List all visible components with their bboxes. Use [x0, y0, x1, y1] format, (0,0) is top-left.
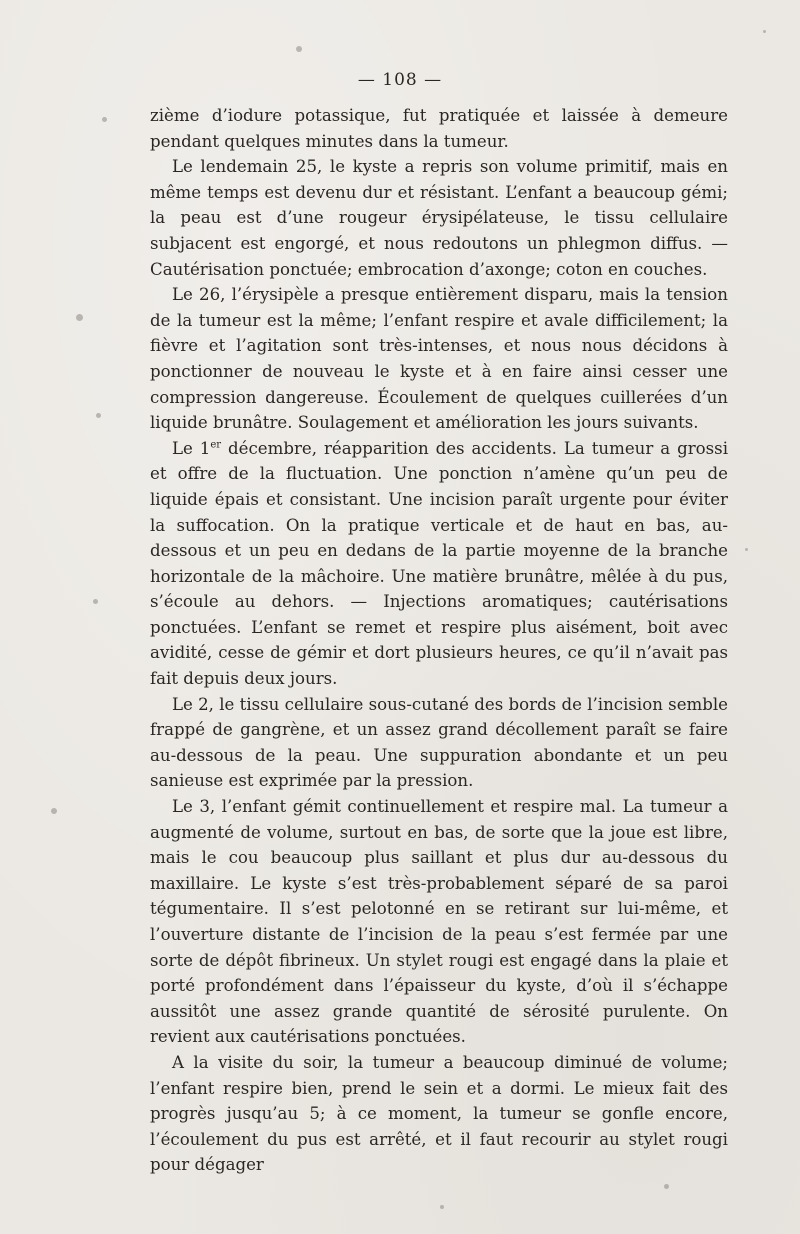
paragraph-2: Le lendemain 25, le kyste a repris son volume primitif, mais en même temps est devenu dur et résistant. L’enfant a beaucoup gémi; la peau est d’une rougeur érysipélateuse, le tissu cellulaire subjacent est engorgé, et nous redoutons un phlegmon diffus. — Cautérisation ponctuée; embrocation d’axonge; coton en couches. — [150, 157, 728, 279]
paragraph-3: Le 26, l’érysipèle a presque entièrement disparu, mais la tension de la tumeur est la même; l’enfant respire et avale difficilement; la fièvre et l’agitation sont très-intenses, et nous nous décidons à ponctionner de nouveau le kyste et à en faire ainsi cesser une compression dangereuse. Écoulement de quelques cuillerées d’un liquide brunâtre. Soulagement et amélioration les jours suivants. — [150, 285, 728, 433]
paragraph-7: A la visite du soir, la tumeur a beaucoup diminué de volume; l’enfant respire bien, prend le sein et a dormi. Le mieux fait des progrès jusqu’au 5; à ce moment, la tumeur se gonfle encore, l’écoulement du pus est arrêté, et il faut recourir au stylet rougi pour dégager — [150, 1052, 728, 1175]
paper-speck — [745, 548, 748, 551]
paragraph-1: zième d’iodure potassique, fut pratiquée et laissée à demeure pendant quelques minutes dans la tumeur. — [150, 106, 728, 151]
paragraph-4 — [150, 436, 728, 692]
paper-speck — [96, 413, 101, 418]
paper-speck — [102, 117, 107, 122]
paper-speck — [763, 30, 766, 33]
paragraph-4-date: Le 1 — [172, 438, 211, 458]
paper-speck — [51, 808, 57, 814]
paper-speck — [296, 46, 302, 52]
paragraph-4-body: décembre, réapparition des accidents. La tumeur a grossi et offre de la fluctuation. Une ponction n’amène qu’un peu de liquide épais et consistant. Une incision paraît urgente pour éviter la suffocation. On la pratique verticale et de haut en bas, au-dessous et un peu en dedans de la partie moyenne de la branche horizontale de la mâchoire. Une matière brunâtre, mêlée à du pus, s’écoule au dehors. — Injections aromatiques; cautérisations ponctuées. L’enfant se remet et respire plus aisément, boit avec avidité, cesse de gémir et dort plusieurs heures, ce qu’il n’avait pas fait depuis deux jours. — [150, 438, 728, 689]
paragraph-5: Le 2, le tissu cellulaire sous-cutané des bords de l’incision semble frappé de gangrène, et un assez grand décollement paraît se faire au-dessous de la peau. Une suppuration abondante et un peu sanieuse est exprimée par la pression. — [150, 694, 728, 791]
paper-speck — [440, 1205, 444, 1209]
paragraph-4-superscript: er — [210, 439, 222, 451]
paper-speck — [76, 314, 83, 321]
paper-speck — [93, 599, 98, 604]
paragraph-6: Le 3, l’enfant gémit continuellement et respire mal. La tumeur a augmenté de volume, surtout en bas, de sorte que la joue est libre, mais le cou beaucoup plus saillant et plus dur au-dessous du maxillaire. Le kyste s’est très-probablement séparé de sa paroi tégumentaire. Il s’est pelotonné en se retirant sur lui-même, et l’ouverture distante de l’incision de la peau s’est fermée par une sorte de dépôt fibrineux. Un stylet rougi est engagé dans la plaie et porté profondément dans l’épaisseur du kyste, d’où il s’échappe aussitôt une assez grande quantité de sérosité purulente. On revient aux cautérisations ponctuées. — [150, 797, 728, 1047]
body-text — [150, 103, 728, 1178]
paper-speck — [664, 1184, 669, 1189]
page-number: — 108 — — [357, 70, 443, 90]
